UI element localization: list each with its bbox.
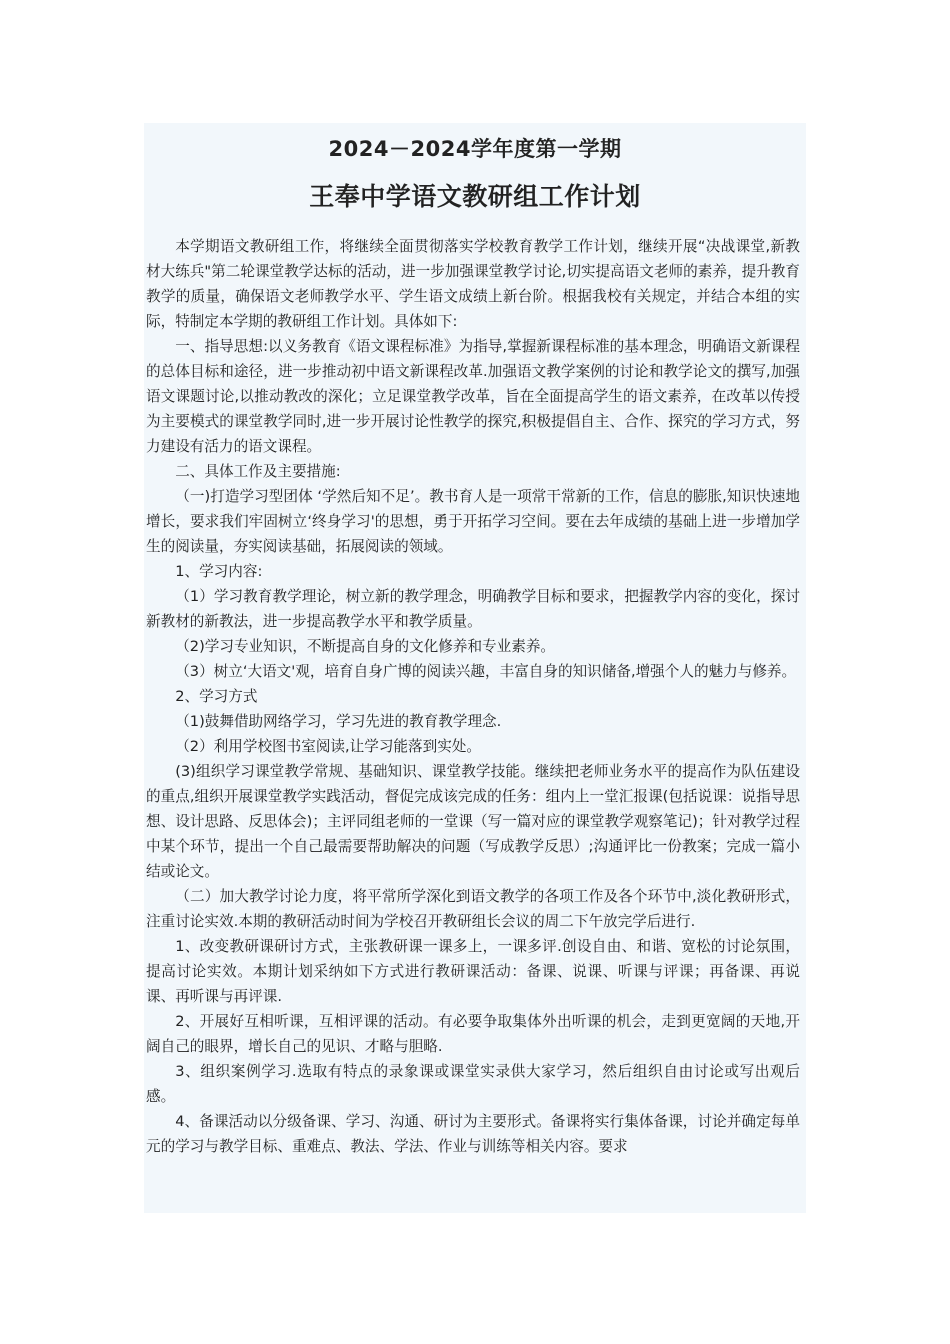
document-title-main: 王奉中学语文教研组工作计划	[309, 182, 641, 211]
paragraph-content-item: （3）树立‘大语文'观，培育自身广博的阅读兴趣，丰富自身的知识储备,增强个人的魅力与修养。	[175, 663, 797, 680]
paragraph-research-item: 4、备课活动以分级备课、学习、沟通、研讨为主要形式。备课将实行集体备课，讨论并确定每单元的学习与教学目标、重难点、教法、学法、作业与训练等相关内容。要求	[146, 1113, 800, 1155]
document-page	[144, 123, 806, 1213]
paragraph-research-item: 1、改变教研课研讨方式，主张教研课一课多上，一课多评.创设自由、和谐、宽松的讨论氛围，提高讨论实效。本期计划采纳如下方式进行教研课活动：备课、说课、听课与评课；再备课、再说课、再听课与再评课.	[146, 938, 800, 1005]
paragraph-method-item: （1)鼓舞借助网络学习，学习先进的教育教学理念.	[175, 713, 502, 730]
document-body	[144, 234, 806, 1159]
document-title-term: 2024－2024学年度第一学期	[328, 137, 622, 161]
paragraph-guiding-idea: 一、指导思想:以义务教育《语文课程标准》为指导,掌握新课程标准的基本理念，明确语文新课程的总体目标和途径，进一步推动初中语文新课程改革.加强语文教学案例的讨论和教学论文的撰写,加强语文课题讨论,以推动教改的深化；立足课堂教学改革，旨在全面提高学生的语文素养，在改革以传授为主要模式的课堂教学同时,进一步开展讨论性教学的探究,积极提倡自主、合作、探究的学习方式，努力建设有活力的语文课程。	[146, 338, 800, 455]
paragraph-research-intensity: （二）加大教学讨论力度，将平常所学深化到语文教学的各项工作及各个环节中,淡化教研形式，注重讨论实效.本期的教研活动时间为学校召开教研组长会议的周二下午放完学后进行.	[146, 888, 800, 930]
paragraph-method-item: (3)组织学习课堂教学常规、基础知识、课堂教学技能。继续把老师业务水平的提高作为队伍建设的重点,组织开展课堂教学实践活动，督促完成该完成的任务：组内上一堂汇报课(包括说课：说指导思想、设计思路、反思体会)；主评同组老师的一堂课（写一篇对应的课堂教学观察笔记)；针对教学过程中某个环节，提出一个自己最需要帮助解决的问题（写成教学反思）;沟通评比一份教案；完成一篇小结或论文。	[146, 763, 800, 880]
paragraph-section-heading: 二、具体工作及主要措施:	[175, 463, 341, 480]
paragraph-content-item: （2)学习专业知识，不断提高自身的文化修养和专业素养。	[175, 638, 556, 655]
paragraph-learning-content-heading: 1、学习内容:	[175, 563, 263, 580]
paragraph-method-item: （2）利用学校图书室阅读,让学习能落到实处。	[175, 738, 481, 755]
paragraph-research-item: 3、组织案例学习.选取有特点的录象课或课堂实录供大家学习，然后组织自由讨论或写出观后感。	[146, 1063, 800, 1105]
paragraph-research-item: 2、开展好互相听课，互相评课的活动。有必要争取集体外出听课的机会，走到更宽阔的天地,开阔自己的眼界，增长自己的见识、才略与胆略.	[146, 1013, 800, 1055]
paragraph-learning-team: （一)打造学习型团体 ‘学然后知不足’。教书育人是一项常干常新的工作，信息的膨胀,知识快速地增长，要求我们牢固树立‘终身学习'的思想，勇于开拓学习空间。要在去年成绩的基础上进一步增加学生的阅读量，夯实阅读基础，拓展阅读的领域。	[146, 488, 800, 555]
paragraph-content-item: （1）学习教育教学理论，树立新的教学理念，明确教学目标和要求，把握教学内容的变化，探讨新教材的新教法，进一步提高教学水平和教学质量。	[146, 588, 800, 630]
paragraph-intro: 本学期语文教研组工作，将继续全面贯彻落实学校教育教学工作计划，继续开展“决战课堂,新教材大练兵"第二轮课堂教学达标的活动，进一步加强课堂教学讨论,切实提高语文老师的素养，提升教育教学的质量，确保语文老师教学水平、学生语文成绩上新台阶。根据我校有关规定，并结合本组的实际，特制定本学期的教研组工作计划。具体如下:	[146, 238, 800, 330]
paragraph-learning-method-heading: 2、学习方式	[175, 688, 258, 705]
